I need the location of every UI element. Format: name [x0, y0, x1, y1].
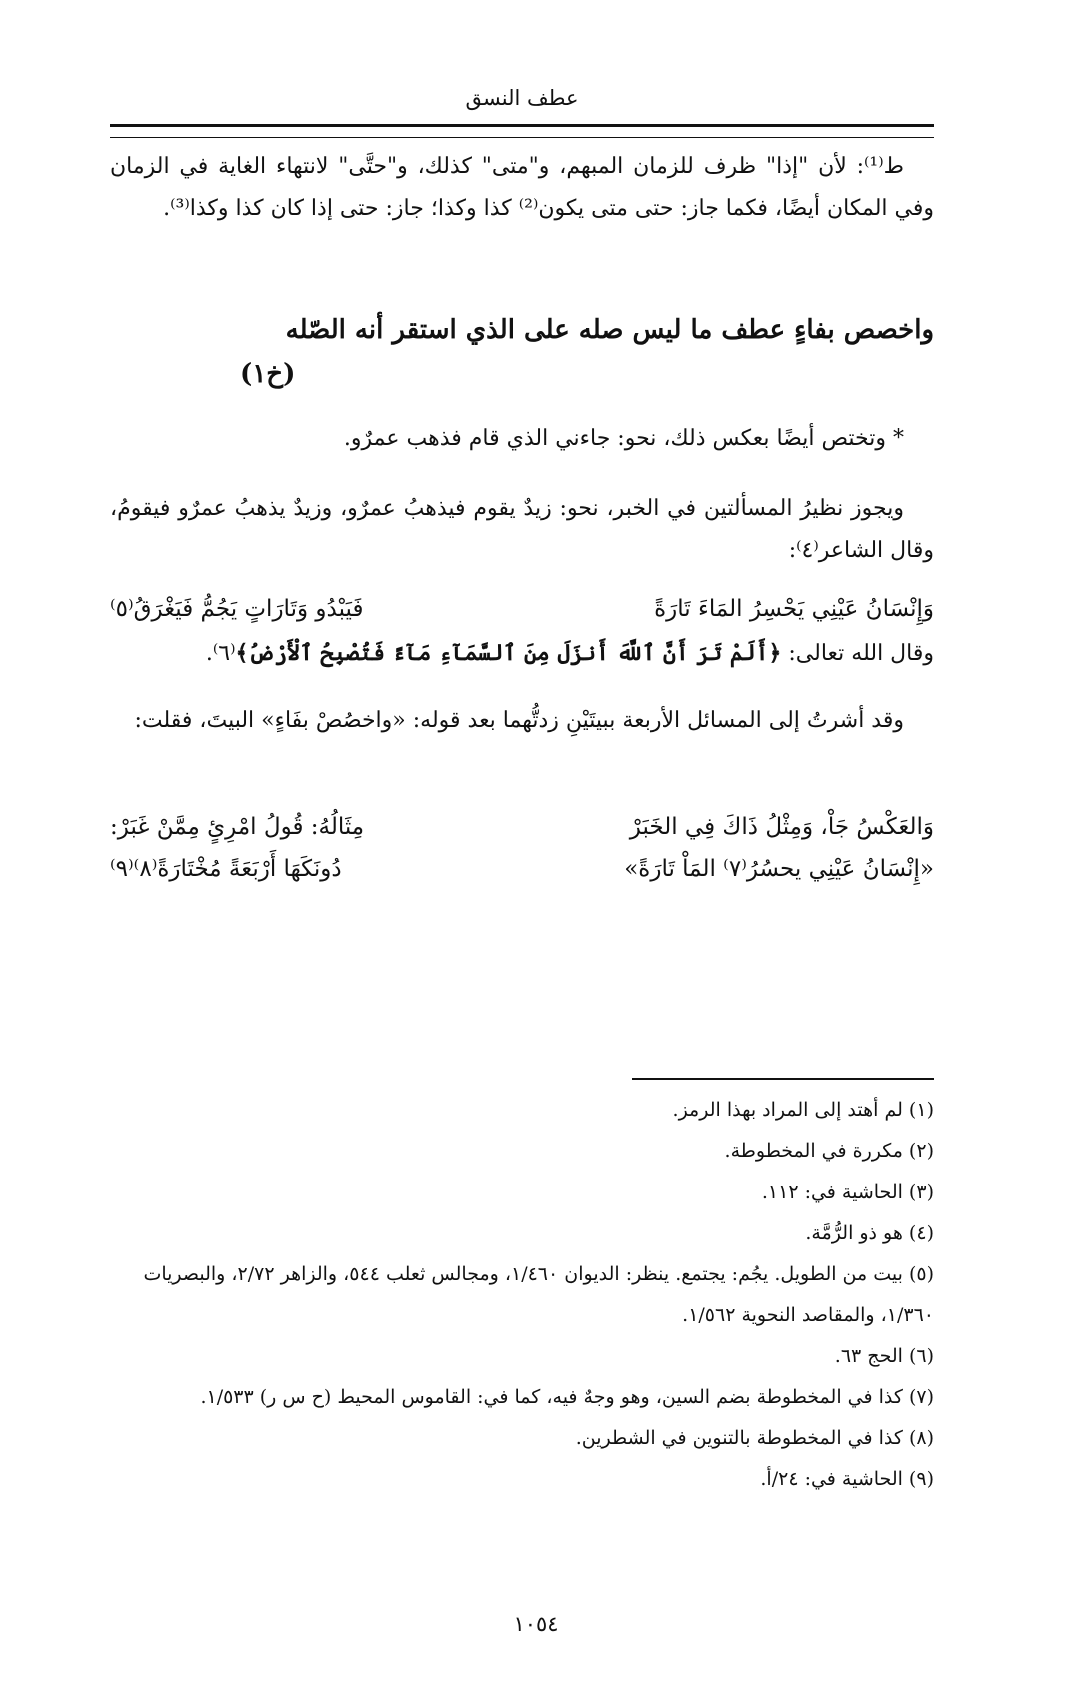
- footnote: (٢) مكررة في المخطوطة.: [724, 1140, 934, 1162]
- poem-2-line-1-right: وَالعَكْسُ جَاْ، وَمِثْلُ ذَاكَ فِي الخَبَرْ: [629, 814, 934, 840]
- footnote: (٤) هو ذو الرُّمَّة.: [805, 1222, 934, 1244]
- footnote: (٣) الحاشية في: ١١٢.: [761, 1181, 934, 1203]
- page-number: ١٠٥٤: [513, 1612, 559, 1636]
- poem-2-line-2-left: دُونَكَهَا أَرْبَعَةً مُخْتَارَةً⁽٨⁾⁽٩⁾: [110, 856, 342, 882]
- paragraph-3: ويجوز نظيرُ المسألتين في الخبر، نحو: زيدٌ يقوم فيذهبُ عمرٌو، وزيدٌ يذهبُ عمرٌو فيقومُ، وقال الشاعر⁽٤⁾:: [110, 496, 934, 563]
- quran-ref: ⁽٦⁾.: [205, 641, 236, 666]
- paragraph-4: وقد أشرتُ إلى المسائل الأربعة ببيتَيْنِ زدتُّهما بعد قوله: «واخصُصْ بفَاءٍ» البيتَ، فقلت:: [134, 708, 904, 733]
- verse-tag: (خ١): [240, 359, 296, 389]
- footnote-separator: [632, 1078, 934, 1080]
- footnote: (١) لم أهتد إلى المراد بهذا الرمز.: [672, 1099, 934, 1121]
- quran-intro: وقال الله تعالى:: [781, 641, 934, 666]
- poem-2-line-1-left: مِثَالُهُ: قُولُ امْرِئٍ مِمَّنْ غَبَرْ:: [110, 814, 365, 840]
- footnote: (٥) بيت من الطويل. يجُم: يجتمع. ينظر: الديوان ١/٤٦٠، ومجالس ثعلب ٥٤٤، والزاهر ٢/٧٢، والبصريات ١/٣٦٠، والمقاصد النحوية ١/٥٦٢.: [143, 1263, 934, 1326]
- running-header: عطف النسق: [465, 86, 579, 110]
- poem-2-line-2: [110, 848, 934, 890]
- quran-line: [110, 632, 934, 675]
- header-rule-thin: [110, 137, 934, 138]
- footnote: (٨) كذا في المخطوطة بالتنوين في الشطرين.: [575, 1427, 934, 1449]
- quran-verse: ﴿أَلَمْ تَرَ أَنَّ ٱللَّهَ أَنزَلَ مِنَ ٱلسَّمَآءِ مَآءً فَتُصْبِحُ ٱلْأَرْضُ﴾: [235, 640, 782, 666]
- poem-2-line-1: [110, 806, 934, 848]
- alfiyya-verse: [110, 308, 934, 396]
- poem-2-line-2-right: «إِنْسَانُ عَيْنِي يحسُرُ⁽٧⁾ المَاْ تَارَةً»: [624, 856, 934, 882]
- poem-1-hemistich-left: فَيَبْدُو وَتَارَاتٍ يَجُمُّ فَيَغْرَقُ⁽٥⁾: [110, 596, 364, 622]
- footnotes: [110, 1090, 934, 1500]
- footnote: (٧) كذا في المخطوطة بضم السين، وهو وجهٌ فيه، كما في: القاموس المحيط (ح س ر) ١/٥٣٣.: [200, 1386, 934, 1408]
- paragraph-1: ط⁽¹⁾: لأن "إذا" ظرف للزمان المبهم، و"متى" كذلك، و"حتَّى" لانتهاء الغاية في الزمان وفي المكان أيضًا، فكما جاز: حتى متى يكون⁽²⁾ كذا وكذا؛ جاز: حتى إذا كان كذا وكذا⁽³⁾.: [110, 154, 934, 221]
- header-rule-thick: [110, 124, 934, 127]
- footnote: (٦) الحج ٦٣.: [834, 1345, 934, 1367]
- poem-2: [110, 806, 934, 890]
- verse-line: واخصص بفاءٍ عطف ما ليس صله على الذي استقر أنه الصّله: [285, 315, 934, 345]
- poem-1: [110, 588, 934, 630]
- paragraph-2: * وتختص أيضًا بعكس ذلك، نحو: جاءني الذي قام فذهب عمرٌو.: [343, 426, 904, 451]
- poem-1-hemistich-right: وَإِنْسَانُ عَيْنِي يَحْسِرُ المَاءَ تَارَةً: [654, 596, 934, 622]
- footnote: (٩) الحاشية في: ٢٤/أ.: [760, 1468, 934, 1490]
- poem-1-line: [110, 588, 934, 630]
